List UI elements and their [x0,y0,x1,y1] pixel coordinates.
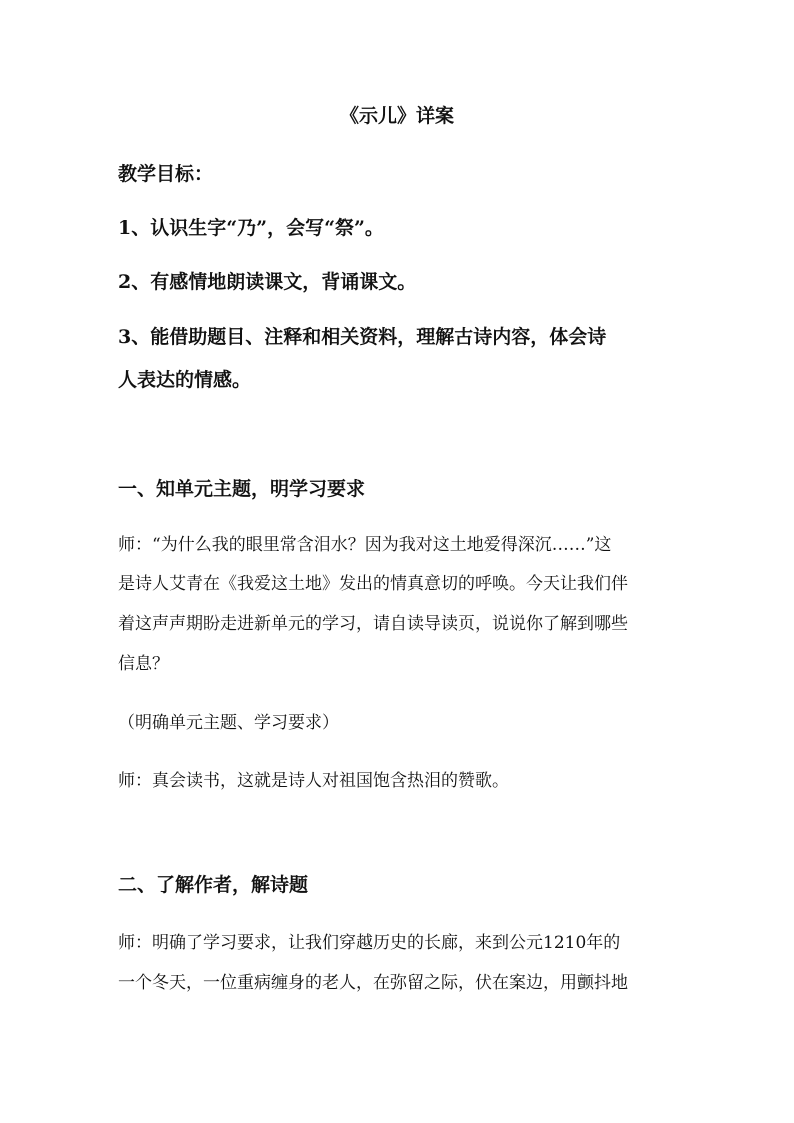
objective-item-1: 1、认识生字“乃”，会写“祭”。 [118,217,384,239]
section-1-paragraph-line-4: 信息？ [118,654,169,674]
section-1-paragraph-line-2: 是诗人艾青在《我爱这土地》发出的情真意切的呼唤。今天让我们伴 [118,574,628,594]
objectives-heading: 教学目标： [118,163,214,185]
section-2-heading: 二、了解作者，解诗题 [118,874,309,896]
section-1-paragraph-line-1: 师：“为什么我的眼里常含泪水？因为我对这土地爱得深沉……”这 [118,535,612,555]
objective-item-3-line-2: 人表达的情感。 [118,369,252,391]
objective-item-2: 2、有感情地朗读课文，背诵课文。 [118,271,417,293]
page-title: 《示儿》详案 [339,105,454,127]
objective-item-3-line-1: 3、能借助题目、注释和相关资料，理解古诗内容，体会诗 [118,326,607,348]
section-2-paragraph-line-1: 师：明确了学习要求，让我们穿越历史的长廊，来到公元1210年的 [118,933,621,953]
section-2-paragraph-line-2: 一个冬天，一位重病缠身的老人，在弥留之际，伏在案边，用颤抖地 [118,973,628,993]
section-1-closing: 师：真会读书，这就是诗人对祖国饱含热泪的赞歌。 [118,771,509,791]
section-1-paragraph-line-3: 着这声声期盼走进新单元的学习，请自读导读页，说说你了解到哪些 [118,614,628,634]
section-1-note: （明确单元主题、学习要求） [118,713,339,733]
section-1-heading: 一、知单元主题，明学习要求 [118,478,366,500]
